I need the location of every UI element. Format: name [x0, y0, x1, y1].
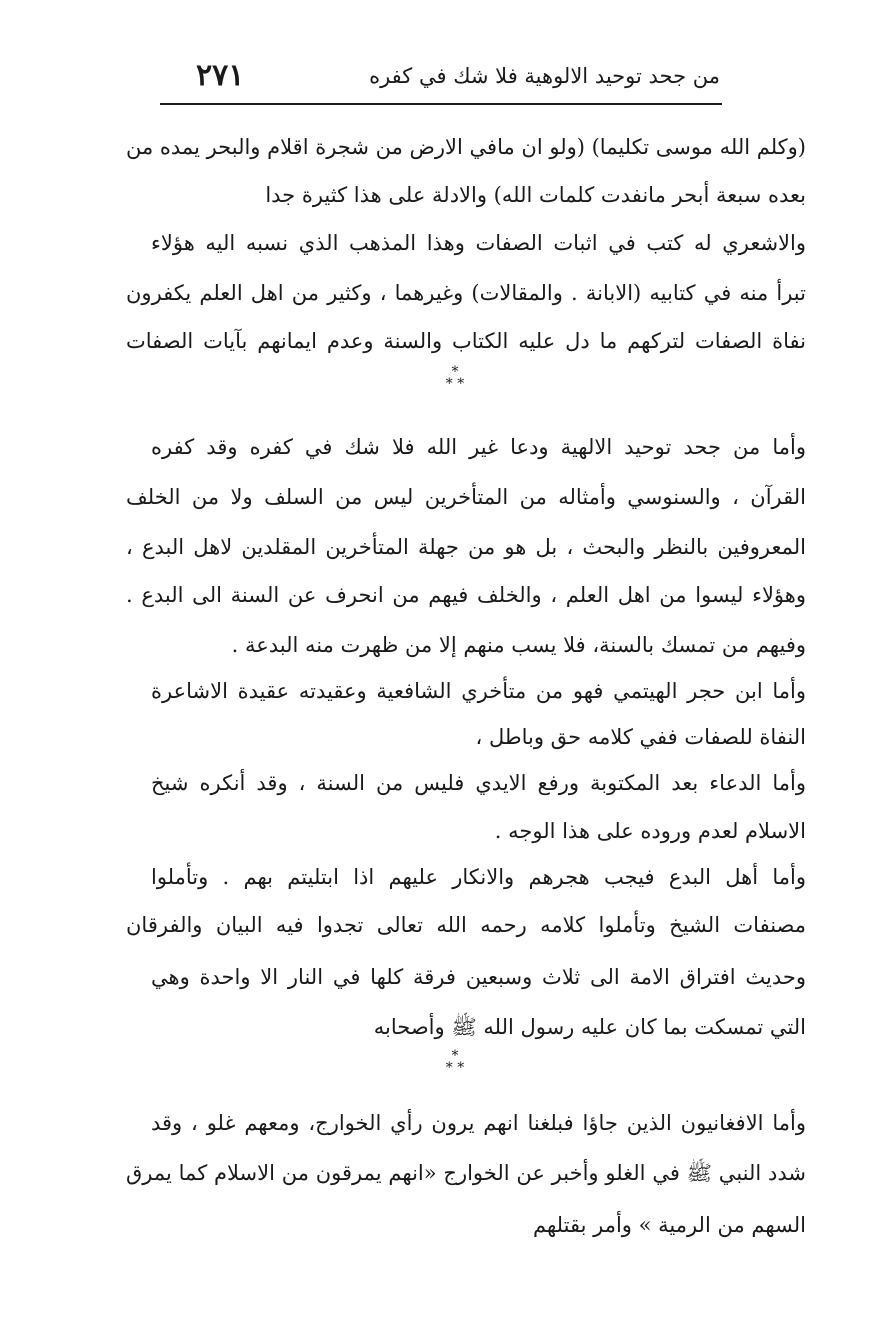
text-line: شدد النبي ﷺ في الغلو وأخبر عن الخوارج «انهم يمرقون من الاسلام كما يمرق [126, 1161, 806, 1185]
separator-star-bottom: * * [445, 1060, 465, 1076]
text-line: وأما من جحد توحيد الالهية ودعا غير الله فلا شك في كفره وقد كفره [151, 435, 806, 459]
text-line: وأما ابن حجر الهيتمي فهو من متأخري الشافعية وعقيدته عقيدة الاشاعرة [151, 679, 806, 703]
text-line: وأما الافغانيون الذين جاؤا فبلغنا انهم يرون رأي الخوارج، ومعهم غلو ، وقد [151, 1111, 806, 1135]
text-line: المعروفين بالنظر والبحث ، بل هو من جهلة المتأخرين المقلدين لاهل البدع ، [126, 535, 806, 559]
text-line: القرآن ، والسنوسي وأمثاله من المتأخرين ليس من السلف ولا من الخلف [126, 485, 806, 509]
text-line: وحديث افتراق الامة الى ثلاث وسبعين فرقة كلها في النار الا واحدة وهي [151, 965, 806, 989]
header-rule [160, 103, 722, 105]
text-line: وهؤلاء ليسوا من اهل العلم ، والخلف فيهم من انحرف عن السنة الى البدع . [126, 583, 806, 607]
text-line: (وكلم الله موسى تكليما) (ولو ان مافي الارض من شجرة اقلام والبحر يمده من [126, 135, 806, 159]
page-number: ٢٧١ [196, 58, 245, 93]
running-title: من جحد توحيد الالوهية فلا شك في كفره [369, 64, 720, 88]
text-line: وأما أهل البدع فيجب هجرهم والانكار عليهم اذا ابتليتم بهم . وتأملوا [151, 865, 806, 889]
page-header [160, 58, 720, 100]
section-separator [410, 1050, 500, 1090]
text-line: الاسلام لعدم وروده على هذا الوجه . [494, 819, 806, 843]
text-line: بعده سبعة أبحر مانفدت كلمات الله) والادلة على هذا كثيرة جدا [265, 183, 806, 207]
text-line: وأما الدعاء بعد المكتوبة ورفع الايدي فليس من السنة ، وقد أنكره شيخ [151, 771, 806, 795]
separator-star-bottom: * * [445, 376, 465, 392]
text-line: النفاة للصفات ففي كلامه حق وباطل ، [475, 725, 806, 749]
section-separator [410, 366, 500, 406]
text-line: وفيهم من تمسك بالسنة، فلا يسب منهم إلا من ظهرت منه البدعة . [231, 633, 806, 657]
separator-star-top: * [451, 1048, 459, 1064]
text-line: والاشعري له كتب في اثبات الصفات وهذا المذهب الذي نسبه اليه هؤلاء [151, 231, 806, 255]
text-line: التي تمسكت بما كان عليه رسول الله ﷺ وأصحابه [373, 1015, 806, 1039]
text-line: تبرأ منه في كتابيه (الابانة . والمقالات) وغيرهما ، وكثير من اهل العلم يكفرون [126, 281, 806, 305]
text-line: نفاة الصفات لتركهم ما دل عليه الكتاب والسنة وعدم ايمانهم بآيات الصفات [126, 329, 806, 353]
text-line: السهم من الرمية » وأمر بقتلهم [533, 1213, 806, 1237]
text-line: مصنفات الشيخ وتأملوا كلامه رحمه الله تعالى تجدوا فيه البيان والفرقان [126, 913, 806, 937]
separator-star-top: * [451, 364, 459, 380]
